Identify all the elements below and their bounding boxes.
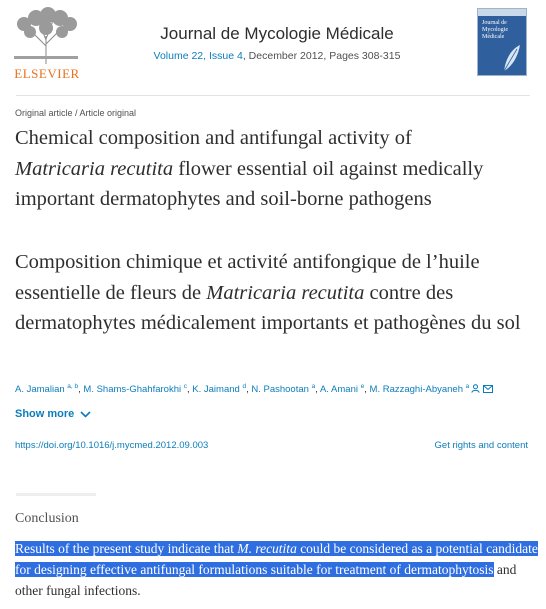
article-title-en: Chemical composition and antifungal activity of Matricaria recutita flower essential oil against medically important dermatophytes and soil-borne pathogens — [15, 127, 484, 210]
article-title-fr: Composition chimique et activité antifongique de l’huile essentielle de fleurs de Matricaria recutita contre des dermatophytes médicalement importants et pathogènes du sol — [15, 251, 521, 334]
journal-cover[interactable] — [477, 8, 527, 76]
person-icon[interactable] — [471, 384, 480, 393]
author-list: A. Jamalian $^{a, b}$, M. Shams-Ghahfarokhi $^c$, K. Jaimand $^d$, N. Pashootan $^a$, A. Amani $^e$, M. Razzaghi-Abyaneh $^a$ — [15, 383, 535, 395]
author-link[interactable]: N. Pashootan — [251, 384, 309, 396]
date-pages: , December 2012, Pages 308-315 — [242, 50, 401, 62]
conclusion-heading: Conclusion — [15, 511, 79, 526]
envelope-icon[interactable] — [483, 385, 493, 393]
header-divider — [16, 95, 530, 96]
cover-leaf-icon — [500, 43, 522, 73]
conclusion-text: Results of the present study indicate that M. recutita could be considered as a potential candidate for designing effective antifungal formulations suitable for treatment of dermatophytosis and other fungal infections. — [15, 541, 538, 598]
show-more-button[interactable]: Show more — [15, 408, 91, 420]
chevron-down-icon — [80, 411, 91, 418]
article-header — [0, 0, 546, 86]
volume-issue-link[interactable]: Volume 22, Issue 4 — [153, 50, 243, 62]
author-link[interactable]: K. Jaimand — [192, 384, 240, 396]
journal-name[interactable]: Journal de Mycologie Médicale — [160, 24, 394, 43]
author-link[interactable]: M. Shams-Ghahfarokhi — [83, 384, 182, 396]
doi-link[interactable]: https://doi.org/10.1016/j.mycmed.2012.09.003 — [15, 440, 209, 451]
journal-issue-info — [0, 50, 546, 62]
elsevier-wordmark: ELSEVIER — [14, 66, 80, 81]
selected-text: Results of the present study indicate that M. recutita could be considered as a potential candidate for designing effective antifungal formulations suitable for treatment of dermatophytosis — [15, 541, 538, 577]
author-link[interactable]: M. Razzaghi-Abyaneh — [369, 384, 463, 396]
cover-title: Journal de Mycologie Médicale — [482, 20, 508, 40]
article-type: Original article / Article original — [15, 108, 137, 118]
author-link[interactable]: A. Amani — [319, 384, 358, 396]
section-divider — [16, 493, 96, 496]
author-link[interactable]: A. Jamalian — [15, 384, 65, 396]
get-rights-link[interactable]: Get rights and content — [434, 440, 528, 451]
